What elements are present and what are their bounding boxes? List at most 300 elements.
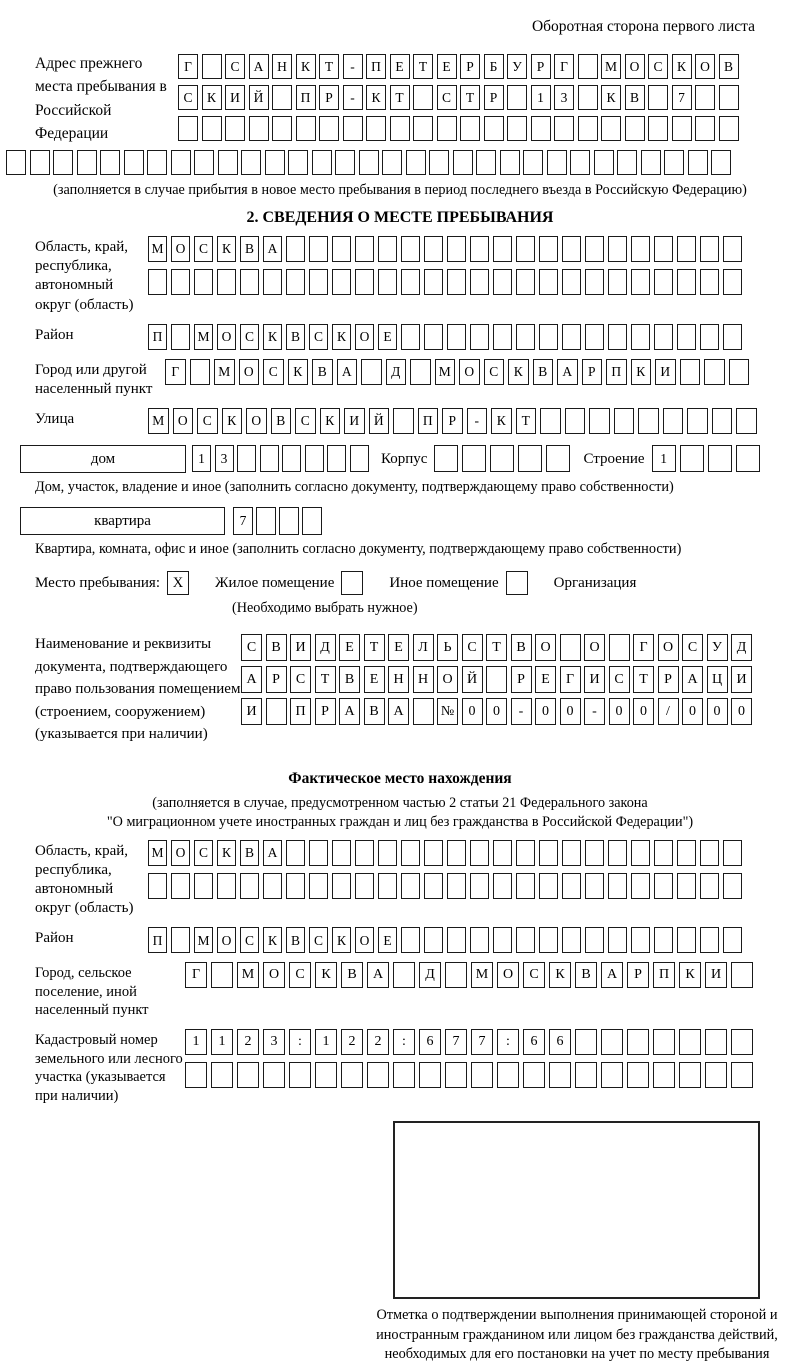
char-box[interactable] [350, 445, 369, 472]
char-box[interactable]: О [437, 666, 458, 693]
char-box[interactable]: С [225, 54, 245, 79]
char-box[interactable] [516, 840, 535, 866]
char-box[interactable] [708, 445, 732, 472]
char-box[interactable] [341, 1062, 363, 1088]
char-box[interactable]: С [523, 962, 545, 988]
char-box[interactable]: Й [249, 85, 269, 110]
char-box[interactable]: А [263, 840, 282, 866]
char-box[interactable]: В [511, 634, 532, 661]
char-box[interactable] [493, 927, 512, 953]
char-box[interactable]: П [653, 962, 675, 988]
char-box[interactable]: В [312, 359, 333, 385]
char-box[interactable] [585, 324, 604, 350]
char-box[interactable] [447, 324, 466, 350]
char-box[interactable]: В [286, 927, 305, 953]
char-box[interactable] [516, 269, 535, 295]
char-box[interactable]: 7 [233, 507, 253, 535]
char-box[interactable] [507, 85, 527, 110]
char-box[interactable] [601, 116, 621, 141]
char-box[interactable] [608, 927, 627, 953]
char-box[interactable]: Р [442, 408, 463, 434]
char-box[interactable]: М [601, 54, 621, 79]
char-box[interactable]: В [719, 54, 739, 79]
char-box[interactable] [6, 150, 26, 175]
char-box[interactable] [731, 1029, 753, 1055]
char-box[interactable] [332, 873, 351, 899]
char-box[interactable]: П [418, 408, 439, 434]
char-box[interactable]: И [241, 698, 262, 725]
char-box[interactable] [429, 150, 449, 175]
char-box[interactable]: В [533, 359, 554, 385]
char-box[interactable] [148, 269, 167, 295]
char-box[interactable] [390, 116, 410, 141]
char-box[interactable]: 2 [367, 1029, 389, 1055]
char-box[interactable]: Р [511, 666, 532, 693]
char-box[interactable]: У [707, 634, 728, 661]
char-box[interactable]: Л [413, 634, 434, 661]
char-box[interactable]: С [648, 54, 668, 79]
char-box[interactable] [378, 236, 397, 262]
char-box[interactable] [241, 150, 261, 175]
char-box[interactable] [401, 324, 420, 350]
char-box[interactable] [677, 236, 696, 262]
char-box[interactable]: С [194, 840, 213, 866]
char-box[interactable]: Г [560, 666, 581, 693]
char-box[interactable] [736, 408, 757, 434]
char-box[interactable]: В [341, 962, 363, 988]
char-box[interactable]: О [217, 927, 236, 953]
char-box[interactable] [562, 269, 581, 295]
char-box[interactable]: К [672, 54, 692, 79]
char-box[interactable]: 1 [315, 1029, 337, 1055]
char-box[interactable] [500, 150, 520, 175]
char-box[interactable]: 7 [445, 1029, 467, 1055]
char-box[interactable] [286, 873, 305, 899]
char-box[interactable]: 0 [731, 698, 752, 725]
char-box[interactable]: Н [272, 54, 292, 79]
stay-type-checkbox-other[interactable] [341, 571, 363, 595]
char-box[interactable] [309, 236, 328, 262]
char-box[interactable]: Е [339, 634, 360, 661]
char-box[interactable] [171, 324, 190, 350]
char-box[interactable] [424, 269, 443, 295]
stay-type-checkbox-residential[interactable]: X [167, 571, 189, 595]
char-box[interactable]: 0 [682, 698, 703, 725]
char-box[interactable] [562, 236, 581, 262]
char-box[interactable]: М [435, 359, 456, 385]
char-box[interactable] [688, 150, 708, 175]
char-box[interactable]: И [225, 85, 245, 110]
char-box[interactable] [332, 269, 351, 295]
char-box[interactable]: О [263, 962, 285, 988]
char-box[interactable] [240, 269, 259, 295]
char-box[interactable]: О [584, 634, 605, 661]
char-box[interactable] [256, 507, 276, 535]
char-box[interactable]: Р [319, 85, 339, 110]
char-box[interactable] [490, 445, 514, 472]
char-box[interactable] [312, 150, 332, 175]
char-box[interactable] [171, 269, 190, 295]
char-box[interactable] [562, 927, 581, 953]
char-box[interactable] [413, 116, 433, 141]
char-box[interactable]: О [239, 359, 260, 385]
char-box[interactable] [486, 666, 507, 693]
char-box[interactable] [470, 269, 489, 295]
char-box[interactable] [327, 445, 346, 472]
char-box[interactable] [719, 116, 739, 141]
char-box[interactable] [361, 359, 382, 385]
char-box[interactable] [471, 1062, 493, 1088]
char-box[interactable]: - [343, 85, 363, 110]
char-box[interactable]: М [148, 840, 167, 866]
char-box[interactable]: К [263, 324, 282, 350]
char-box[interactable]: К [296, 54, 316, 79]
char-box[interactable]: Е [535, 666, 556, 693]
char-box[interactable] [315, 1062, 337, 1088]
char-box[interactable]: № [437, 698, 458, 725]
char-box[interactable]: О [217, 324, 236, 350]
char-box[interactable] [393, 408, 414, 434]
char-box[interactable] [378, 269, 397, 295]
char-box[interactable]: А [601, 962, 623, 988]
char-box[interactable]: В [339, 666, 360, 693]
char-box[interactable] [332, 840, 351, 866]
char-box[interactable]: С [290, 666, 311, 693]
char-box[interactable]: П [606, 359, 627, 385]
char-box[interactable]: С [289, 962, 311, 988]
char-box[interactable] [562, 873, 581, 899]
char-box[interactable] [470, 927, 489, 953]
char-box[interactable]: М [148, 236, 167, 262]
char-box[interactable] [677, 840, 696, 866]
char-box[interactable]: М [237, 962, 259, 988]
char-box[interactable]: Р [531, 54, 551, 79]
char-box[interactable] [654, 927, 673, 953]
char-box[interactable] [578, 116, 598, 141]
char-box[interactable]: Д [386, 359, 407, 385]
char-box[interactable] [286, 840, 305, 866]
char-box[interactable] [723, 236, 742, 262]
char-box[interactable] [723, 873, 742, 899]
char-box[interactable] [194, 150, 214, 175]
char-box[interactable] [680, 359, 701, 385]
char-box[interactable] [638, 408, 659, 434]
char-box[interactable] [211, 1062, 233, 1088]
char-box[interactable] [516, 873, 535, 899]
char-box[interactable] [77, 150, 97, 175]
char-box[interactable] [570, 150, 590, 175]
char-box[interactable] [355, 840, 374, 866]
char-box[interactable] [677, 873, 696, 899]
char-box[interactable] [272, 85, 292, 110]
char-box[interactable] [225, 116, 245, 141]
char-box[interactable] [217, 269, 236, 295]
char-box[interactable]: И [655, 359, 676, 385]
char-box[interactable]: В [271, 408, 292, 434]
char-box[interactable]: Д [731, 634, 752, 661]
char-box[interactable]: С [194, 236, 213, 262]
char-box[interactable] [712, 408, 733, 434]
char-box[interactable]: С [295, 408, 316, 434]
char-box[interactable]: Е [388, 634, 409, 661]
char-box[interactable]: 6 [549, 1029, 571, 1055]
char-box[interactable] [302, 507, 322, 535]
char-box[interactable] [672, 116, 692, 141]
char-box[interactable]: Й [369, 408, 390, 434]
char-box[interactable] [272, 116, 292, 141]
char-box[interactable] [288, 150, 308, 175]
char-box[interactable]: 3 [215, 445, 234, 472]
char-box[interactable] [516, 927, 535, 953]
char-box[interactable] [178, 116, 198, 141]
char-box[interactable]: / [658, 698, 679, 725]
char-box[interactable]: О [355, 324, 374, 350]
char-box[interactable]: К [217, 840, 236, 866]
char-box[interactable]: С [240, 324, 259, 350]
char-box[interactable]: О [246, 408, 267, 434]
char-box[interactable]: С [309, 927, 328, 953]
char-box[interactable]: С [240, 927, 259, 953]
char-box[interactable] [309, 873, 328, 899]
char-box[interactable]: Е [437, 54, 457, 79]
char-box[interactable] [493, 873, 512, 899]
char-box[interactable]: 0 [560, 698, 581, 725]
char-box[interactable]: П [290, 698, 311, 725]
char-box[interactable] [401, 873, 420, 899]
char-box[interactable]: В [240, 840, 259, 866]
char-box[interactable] [305, 445, 324, 472]
char-box[interactable]: А [263, 236, 282, 262]
char-box[interactable] [378, 873, 397, 899]
char-box[interactable] [437, 116, 457, 141]
char-box[interactable] [393, 962, 415, 988]
char-box[interactable] [171, 150, 191, 175]
char-box[interactable] [680, 445, 704, 472]
char-box[interactable] [679, 1029, 701, 1055]
char-box[interactable]: 1 [531, 85, 551, 110]
char-box[interactable] [447, 269, 466, 295]
char-box[interactable]: К [288, 359, 309, 385]
char-box[interactable]: И [705, 962, 727, 988]
char-box[interactable] [296, 116, 316, 141]
char-box[interactable]: О [497, 962, 519, 988]
char-box[interactable] [608, 269, 627, 295]
char-box[interactable]: Д [315, 634, 336, 661]
char-box[interactable]: 1 [185, 1029, 207, 1055]
char-box[interactable] [286, 269, 305, 295]
char-box[interactable] [723, 927, 742, 953]
char-box[interactable] [589, 408, 610, 434]
char-box[interactable]: 0 [462, 698, 483, 725]
char-box[interactable]: О [695, 54, 715, 79]
char-box[interactable] [507, 116, 527, 141]
char-box[interactable]: У [507, 54, 527, 79]
char-box[interactable] [631, 269, 650, 295]
char-box[interactable]: Е [390, 54, 410, 79]
char-box[interactable] [366, 116, 386, 141]
char-box[interactable]: Г [633, 634, 654, 661]
char-box[interactable] [523, 1062, 545, 1088]
char-box[interactable] [625, 116, 645, 141]
char-box[interactable]: 0 [707, 698, 728, 725]
char-box[interactable]: 6 [523, 1029, 545, 1055]
char-box[interactable]: С [462, 634, 483, 661]
char-box[interactable] [171, 927, 190, 953]
char-box[interactable]: Д [419, 962, 441, 988]
char-box[interactable] [654, 873, 673, 899]
char-box[interactable] [378, 840, 397, 866]
char-box[interactable] [677, 324, 696, 350]
char-box[interactable]: Б [484, 54, 504, 79]
char-box[interactable] [332, 236, 351, 262]
char-box[interactable] [53, 150, 73, 175]
char-box[interactable]: 1 [211, 1029, 233, 1055]
char-box[interactable] [286, 236, 305, 262]
char-box[interactable] [194, 873, 213, 899]
char-box[interactable] [148, 873, 167, 899]
char-box[interactable]: М [214, 359, 235, 385]
char-box[interactable] [700, 927, 719, 953]
char-box[interactable]: П [366, 54, 386, 79]
char-box[interactable]: А [339, 698, 360, 725]
char-box[interactable]: П [148, 324, 167, 350]
char-box[interactable] [539, 269, 558, 295]
char-box[interactable] [679, 1062, 701, 1088]
char-box[interactable] [171, 873, 190, 899]
char-box[interactable] [554, 116, 574, 141]
char-box[interactable] [664, 150, 684, 175]
char-box[interactable] [493, 269, 512, 295]
char-box[interactable] [335, 150, 355, 175]
char-box[interactable]: К [320, 408, 341, 434]
char-box[interactable] [631, 927, 650, 953]
char-box[interactable] [700, 840, 719, 866]
char-box[interactable]: А [682, 666, 703, 693]
char-box[interactable] [265, 150, 285, 175]
char-box[interactable]: А [557, 359, 578, 385]
char-box[interactable]: Н [388, 666, 409, 693]
char-box[interactable] [194, 269, 213, 295]
char-box[interactable] [585, 927, 604, 953]
char-box[interactable] [413, 85, 433, 110]
char-box[interactable]: 0 [535, 698, 556, 725]
char-box[interactable]: М [194, 324, 213, 350]
char-box[interactable] [575, 1062, 597, 1088]
char-box[interactable]: К [508, 359, 529, 385]
char-box[interactable] [648, 116, 668, 141]
char-box[interactable] [410, 359, 431, 385]
char-box[interactable] [355, 873, 374, 899]
char-box[interactable] [470, 324, 489, 350]
char-box[interactable] [546, 445, 570, 472]
char-box[interactable]: Е [378, 927, 397, 953]
char-box[interactable]: - [467, 408, 488, 434]
char-box[interactable]: : [497, 1029, 519, 1055]
char-box[interactable]: С [309, 324, 328, 350]
char-box[interactable] [282, 445, 301, 472]
char-box[interactable] [695, 116, 715, 141]
char-box[interactable] [355, 269, 374, 295]
char-box[interactable] [263, 269, 282, 295]
char-box[interactable]: С [197, 408, 218, 434]
char-box[interactable] [190, 359, 211, 385]
char-box[interactable] [470, 873, 489, 899]
char-box[interactable]: А [388, 698, 409, 725]
char-box[interactable] [617, 150, 637, 175]
char-box[interactable] [565, 408, 586, 434]
char-box[interactable] [719, 85, 739, 110]
char-box[interactable]: Г [165, 359, 186, 385]
char-box[interactable] [585, 236, 604, 262]
char-box[interactable] [470, 236, 489, 262]
char-box[interactable]: К [631, 359, 652, 385]
char-box[interactable]: 1 [652, 445, 676, 472]
char-box[interactable] [202, 116, 222, 141]
char-box[interactable]: - [511, 698, 532, 725]
char-box[interactable]: 3 [263, 1029, 285, 1055]
char-box[interactable] [445, 962, 467, 988]
char-box[interactable]: Н [413, 666, 434, 693]
char-box[interactable]: : [289, 1029, 311, 1055]
char-box[interactable]: 6 [419, 1029, 441, 1055]
char-box[interactable] [447, 840, 466, 866]
char-box[interactable]: С [178, 85, 198, 110]
char-box[interactable]: Т [633, 666, 654, 693]
char-box[interactable] [406, 150, 426, 175]
char-box[interactable] [539, 236, 558, 262]
char-box[interactable] [413, 698, 434, 725]
char-box[interactable]: К [263, 927, 282, 953]
char-box[interactable]: 2 [341, 1029, 363, 1055]
char-box[interactable] [263, 1062, 285, 1088]
char-box[interactable] [462, 445, 486, 472]
char-box[interactable] [677, 269, 696, 295]
char-box[interactable]: Р [484, 85, 504, 110]
char-box[interactable]: О [355, 927, 374, 953]
char-box[interactable]: С [437, 85, 457, 110]
char-box[interactable]: Р [266, 666, 287, 693]
char-box[interactable]: В [240, 236, 259, 262]
char-box[interactable] [424, 236, 443, 262]
char-box[interactable]: Т [315, 666, 336, 693]
char-box[interactable] [729, 359, 750, 385]
char-box[interactable] [723, 840, 742, 866]
char-box[interactable] [460, 116, 480, 141]
char-box[interactable]: В [286, 324, 305, 350]
char-box[interactable] [654, 324, 673, 350]
char-box[interactable] [631, 324, 650, 350]
char-box[interactable] [309, 840, 328, 866]
char-box[interactable] [393, 1062, 415, 1088]
char-box[interactable]: О [459, 359, 480, 385]
char-box[interactable]: И [344, 408, 365, 434]
char-box[interactable] [211, 962, 233, 988]
char-box[interactable]: Г [178, 54, 198, 79]
char-box[interactable] [654, 269, 673, 295]
char-box[interactable] [447, 927, 466, 953]
char-box[interactable] [30, 150, 50, 175]
char-box[interactable] [585, 840, 604, 866]
char-box[interactable]: Р [582, 359, 603, 385]
char-box[interactable] [648, 85, 668, 110]
char-box[interactable] [627, 1029, 649, 1055]
char-box[interactable] [653, 1029, 675, 1055]
char-box[interactable] [594, 150, 614, 175]
char-box[interactable] [705, 1062, 727, 1088]
char-box[interactable] [562, 324, 581, 350]
char-box[interactable]: В [575, 962, 597, 988]
char-box[interactable]: К [217, 236, 236, 262]
